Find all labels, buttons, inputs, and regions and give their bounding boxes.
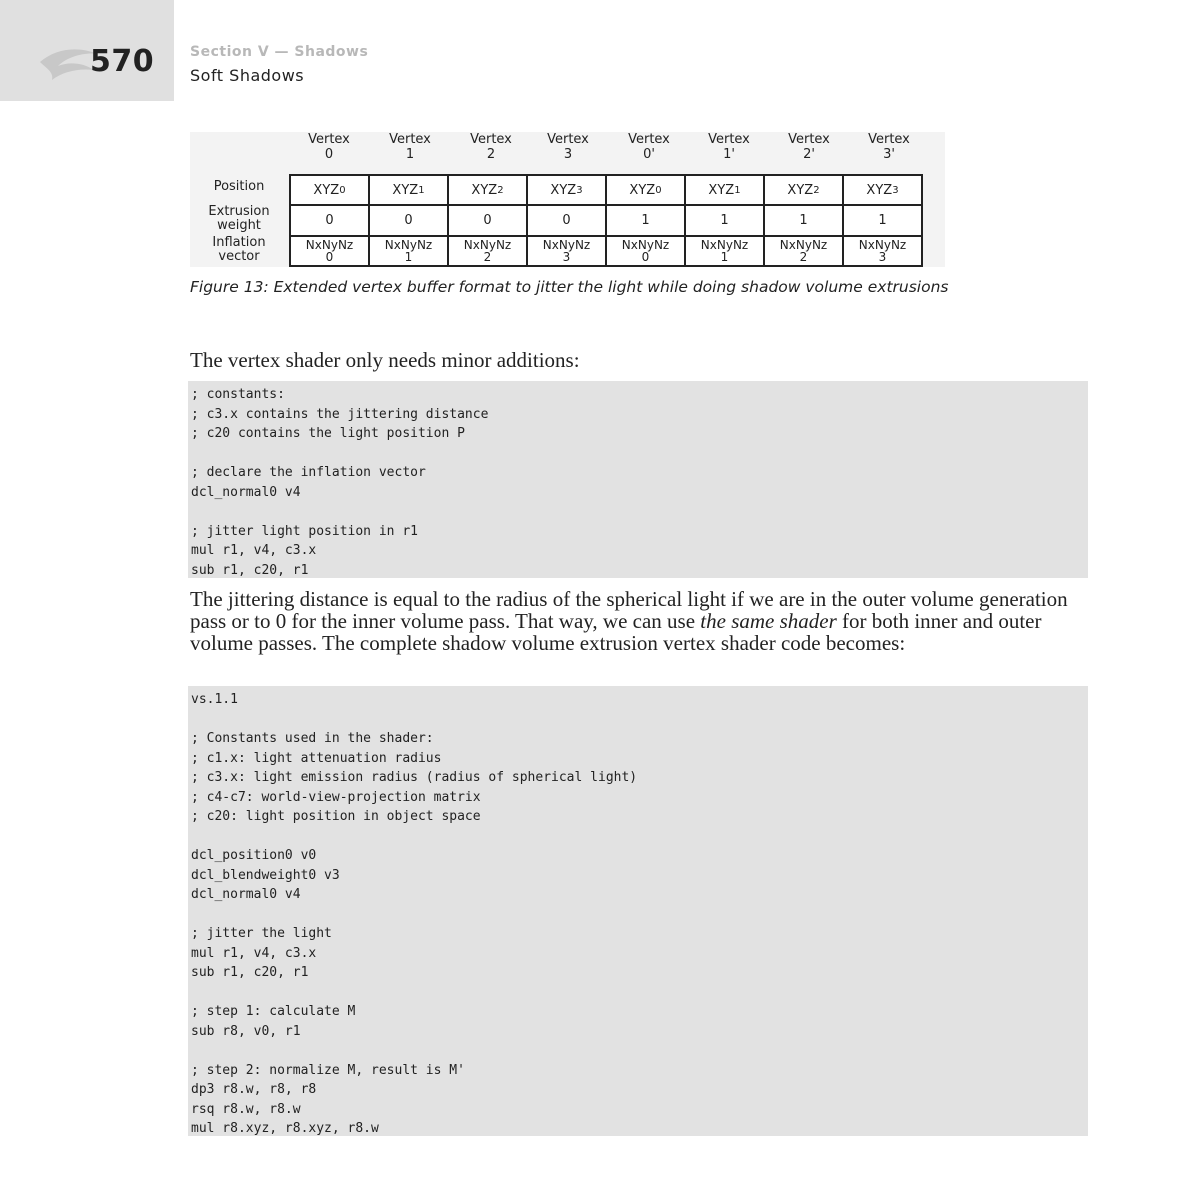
vertex-buffer-figure: [190, 132, 945, 267]
code-blank-line: [191, 827, 1088, 847]
emphasis-same-shader: the same shader: [700, 609, 837, 633]
weight-cell: 0: [449, 206, 528, 237]
code-line: ; step 1: calculate M: [191, 1004, 356, 1019]
column-header: Vertex 0: [308, 132, 350, 162]
code-line: ; c1.x: light attenuation radius: [191, 750, 442, 766]
figure-caption: Figure 13: Extended vertex buffer format to jitter the light while doing shadow volume extrusions: [190, 278, 949, 296]
weight-cell: 0: [370, 206, 449, 237]
code-line: ; declare the inflation vector: [191, 465, 426, 480]
page-number: 570: [90, 44, 155, 79]
chapter-title: Soft Shadows: [190, 66, 305, 85]
inflation-cell: NxNyNz 0: [607, 237, 686, 267]
section-heading: Section V — Shadows: [190, 44, 369, 60]
column-header: Vertex 2: [470, 132, 512, 162]
code-line: sub r8, v0, r1: [191, 1023, 301, 1039]
code-blank-line: [191, 710, 1088, 730]
code-block-full-shader: [188, 686, 1088, 1136]
code-line: mul r1, v4, c3.x: [191, 543, 317, 558]
row-header-inflation-vector: Inflation vector: [212, 235, 266, 264]
code-line: dcl_blendweight0 v3: [191, 867, 340, 883]
inflation-cell: NxNyNz 1: [370, 237, 449, 267]
vertex-table-grid: [289, 174, 923, 267]
code-line: ; jitter light position in r1: [191, 523, 418, 539]
weight-cell: 1: [844, 206, 923, 237]
code-line: ; step 2: normalize M, result is M': [191, 1062, 465, 1078]
inflation-cell: NxNyNz 0: [291, 237, 370, 267]
weight-cell: 1: [607, 206, 686, 237]
row-header-position: Position: [213, 179, 265, 194]
code-blank-line: [191, 502, 1088, 522]
code-blank-line: [191, 1041, 1088, 1061]
inflation-cell: NxNyNz 1: [686, 237, 765, 267]
column-header: Vertex 3': [868, 132, 910, 162]
position-cell: XYZ 0: [291, 176, 370, 206]
code-line: ; c20: light position in object space: [191, 809, 481, 824]
code-line: ; c20 contains the light position P: [191, 426, 465, 441]
weight-cell: 1: [765, 206, 844, 237]
inflation-cell: NxNyNz 3: [528, 237, 607, 267]
code-line: dp3 r8.w, r8, r8: [191, 1082, 317, 1097]
inflation-cell: NxNyNz 3: [844, 237, 923, 267]
code-line: ; constants:: [191, 387, 285, 402]
code-line: sub r1, c20, r1: [191, 562, 309, 578]
inflation-cell: NxNyNz 2: [449, 237, 528, 267]
position-cell: XYZ 0: [607, 176, 686, 206]
code-line: ; Constants used in the shader:: [191, 731, 434, 746]
column-header: Vertex 1: [389, 132, 431, 162]
weight-cell: 0: [291, 206, 370, 237]
code-line: sub r1, c20, r1: [191, 965, 309, 980]
code-line: ; c3.x contains the jittering distance: [191, 406, 489, 422]
code-listing: [188, 686, 1088, 1139]
inflation-cell: NxNyNz 2: [765, 237, 844, 267]
weight-cell: 0: [528, 206, 607, 237]
code-line: dcl_normal0 v4: [191, 887, 301, 902]
code-line: rsq r8.w, r8.w: [191, 1101, 301, 1117]
column-header: Vertex 2': [788, 132, 830, 162]
column-header: Vertex 1': [708, 132, 750, 162]
position-cell: XYZ 2: [765, 176, 844, 206]
code-block-additions: [188, 381, 1088, 578]
code-line: dcl_normal0 v4: [191, 484, 301, 500]
code-line: dcl_position0 v0: [191, 848, 317, 863]
position-cell: XYZ 1: [686, 176, 765, 206]
column-header: Vertex 3: [547, 132, 589, 162]
body-paragraph-intro: The vertex shader only needs minor additions:: [190, 348, 580, 372]
weight-cell: 1: [686, 206, 765, 237]
code-line: vs.1.1: [191, 692, 238, 707]
code-line: mul r8.xyz, r8.xyz, r8.w: [191, 1121, 379, 1136]
position-cell: XYZ 2: [449, 176, 528, 206]
code-line: mul r1, v4, c3.x: [191, 945, 317, 961]
code-blank-line: [191, 444, 1088, 464]
code-line: ; c4-c7: world-view-projection matrix: [191, 789, 481, 805]
column-header: Vertex 0': [628, 132, 670, 162]
code-listing: [188, 381, 1088, 580]
position-cell: XYZ 3: [844, 176, 923, 206]
code-blank-line: [191, 905, 1088, 925]
row-header-extrusion-weight: Extrusion weight: [208, 204, 270, 233]
code-line: ; jitter the light: [191, 926, 332, 941]
position-cell: XYZ 1: [370, 176, 449, 206]
body-paragraph-jitter: The jittering distance is equal to the radius of the spherical light if we are in the outer volume generation pass or to 0 for the inner volume pass. That way, we can use the same shader for both inner and outer volume passes. The complete shadow volume extrusion vertex shader code becomes:: [190, 587, 1068, 655]
code-line: ; c3.x: light emission radius (radius of spherical light): [191, 770, 638, 785]
code-blank-line: [191, 983, 1088, 1003]
position-cell: XYZ 3: [528, 176, 607, 206]
